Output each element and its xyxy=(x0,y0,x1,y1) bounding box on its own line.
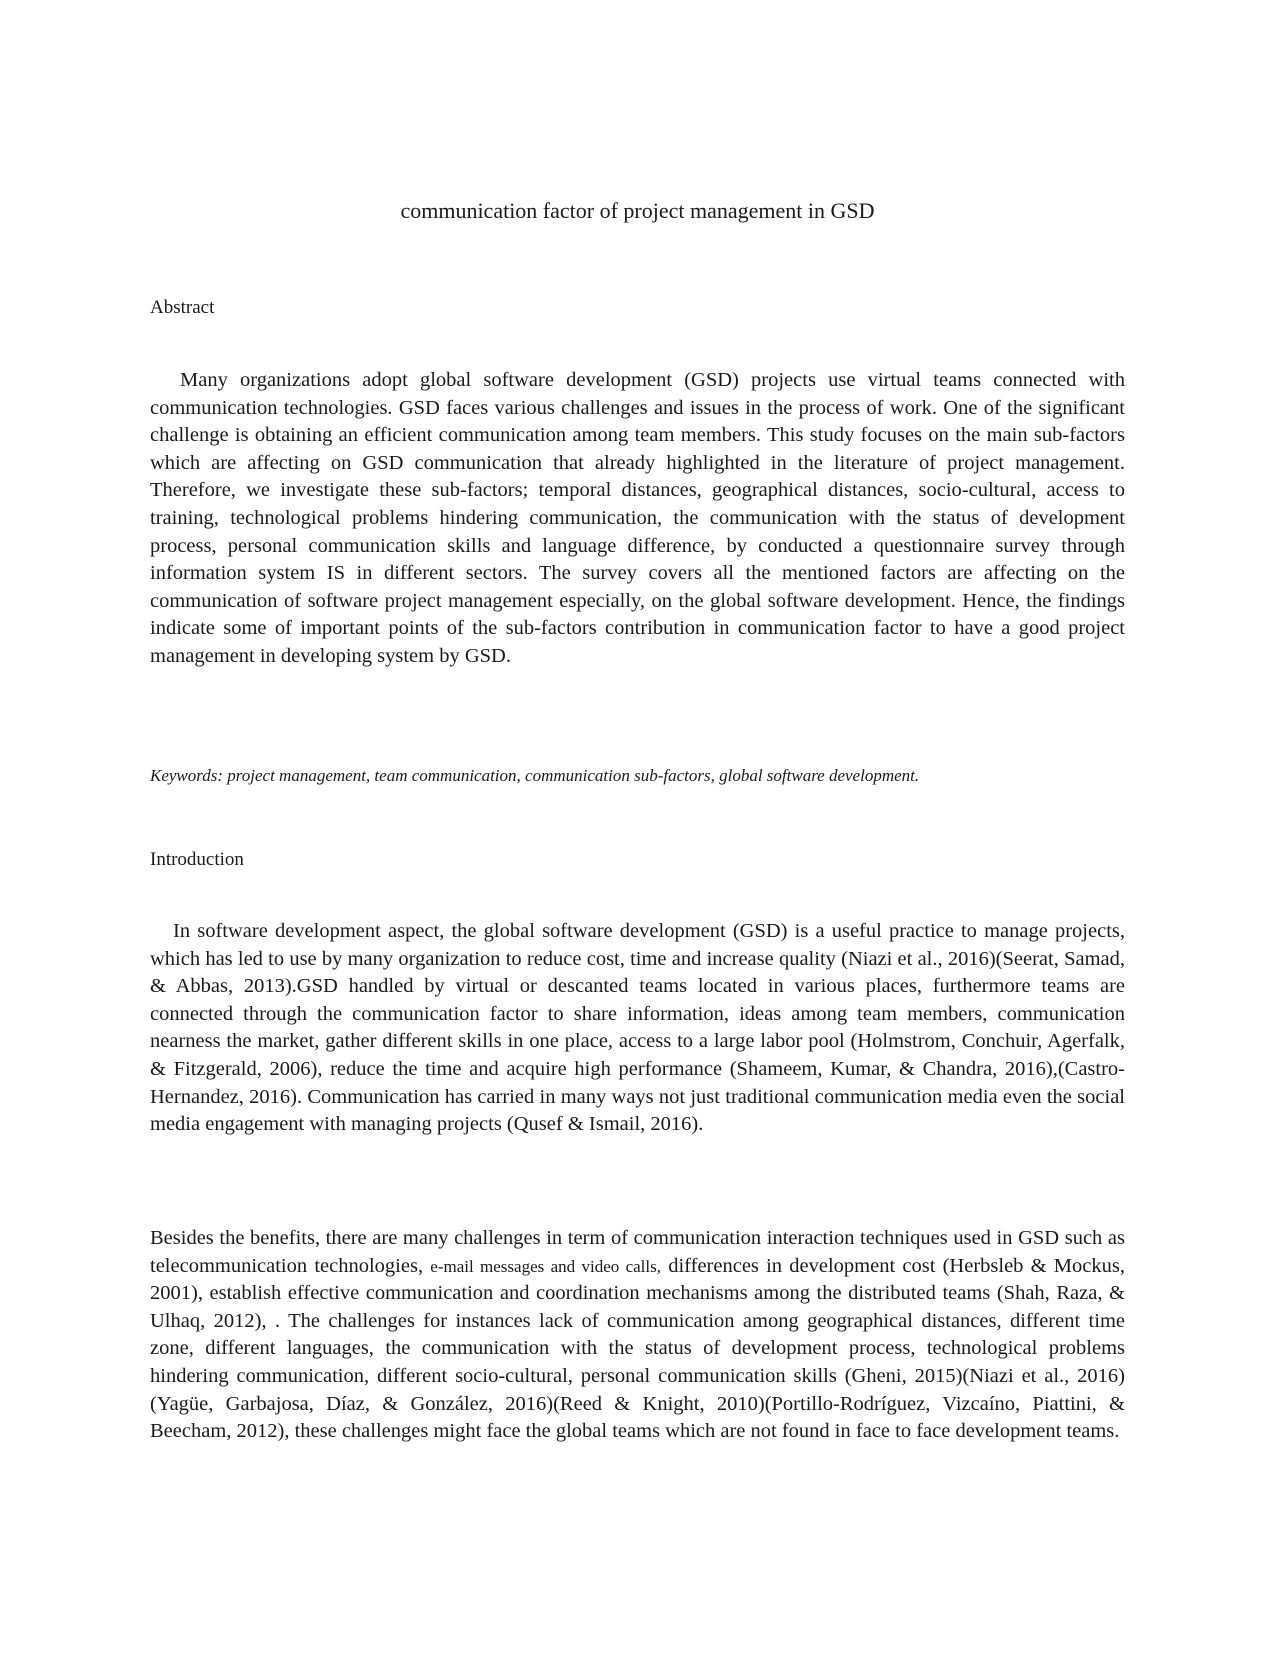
abstract-body: Many organizations adopt global software development (GSD) projects use virtual teams connected with communication technologies. GSD faces various challenges and issues in the process of work. One of the significant challenge is obtaining an efficient communication among team members. This study focuses on the main sub-factors which are affecting on GSD communication that already highlighted in the literature of project management. Therefore, we investigate these sub-factors; temporal distances, geographical distances, socio-cultural, access to training, technological problems hindering communication, the communication with the status of development process, personal communication skills and language difference, by conducted a questionnaire survey through information system IS in different sectors. The survey covers all the mentioned factors are affecting on the communication of software project management especially, on the global software development. Hence, the findings indicate some of important points of the sub-factors contribution in communication factor to have a good project management in developing system by GSD. xyxy=(150,369,1125,667)
paragraph-2-small-text: e-mail messages and video calls, xyxy=(430,1256,661,1276)
document-title: communication factor of project management in GSD xyxy=(400,198,875,223)
paragraph-2-text-b: differences in development cost (Herbsleb & Mockus, 2001), establish effective communication and coordination mechanisms among the distributed teams (Shah, Raza, & Ulhaq, 2012), . The challenges for instances lack of communication among geographical distances, different time zone, different languages, the communication with the status of development process, technological problems hindering communication, different socio-cultural, personal communication skills (Gheni, 2015)(Niazi et al., 2016)(Yagüe, Garbajosa, Díaz, & González, 2016)(Reed & Knight, 2010)(Portillo-Rodríguez, Vizcaíno, Piattini, & Beecham, 2012), these challenges might face the global teams which are not found in face to face development teams. xyxy=(150,1254,1125,1443)
keywords-line: Keywords: project management, team communication, communication sub-factors, global software development. xyxy=(150,766,920,785)
paragraph-2-text-a: Besides the benefits, there are many challenges in term of communication interaction techniques used in GSD such as telecommunication technologies, xyxy=(150,1227,1125,1277)
abstract-heading: Abstract xyxy=(150,297,215,318)
introduction-paragraph-2 xyxy=(150,1225,1125,1446)
introduction-paragraph-1: In software development aspect, the global software development (GSD) is a useful practice to manage projects, which has led to use by many organization to reduce cost, time and increase quality (Niazi et al., 2016)(Seerat, Samad, & Abbas, 2013).GSD handled by virtual or descanted teams located in various places, furthermore teams are connected through the communication factor to share information, ideas among team members, communication nearness the market, gather different skills in one place, access to a large labor pool (Holmstrom, Conchuir, Agerfalk, & Fitzgerald, 2006), reduce the time and acquire high performance (Shameem, Kumar, & Chandra, 2016),(Castro-Hernandez, 2016). Communication has carried in many ways not just traditional communication media even the social media engagement with managing projects (Qusef & Ismail, 2016). xyxy=(150,920,1125,1136)
introduction-heading: Introduction xyxy=(150,849,244,870)
document-page xyxy=(150,0,1125,1656)
